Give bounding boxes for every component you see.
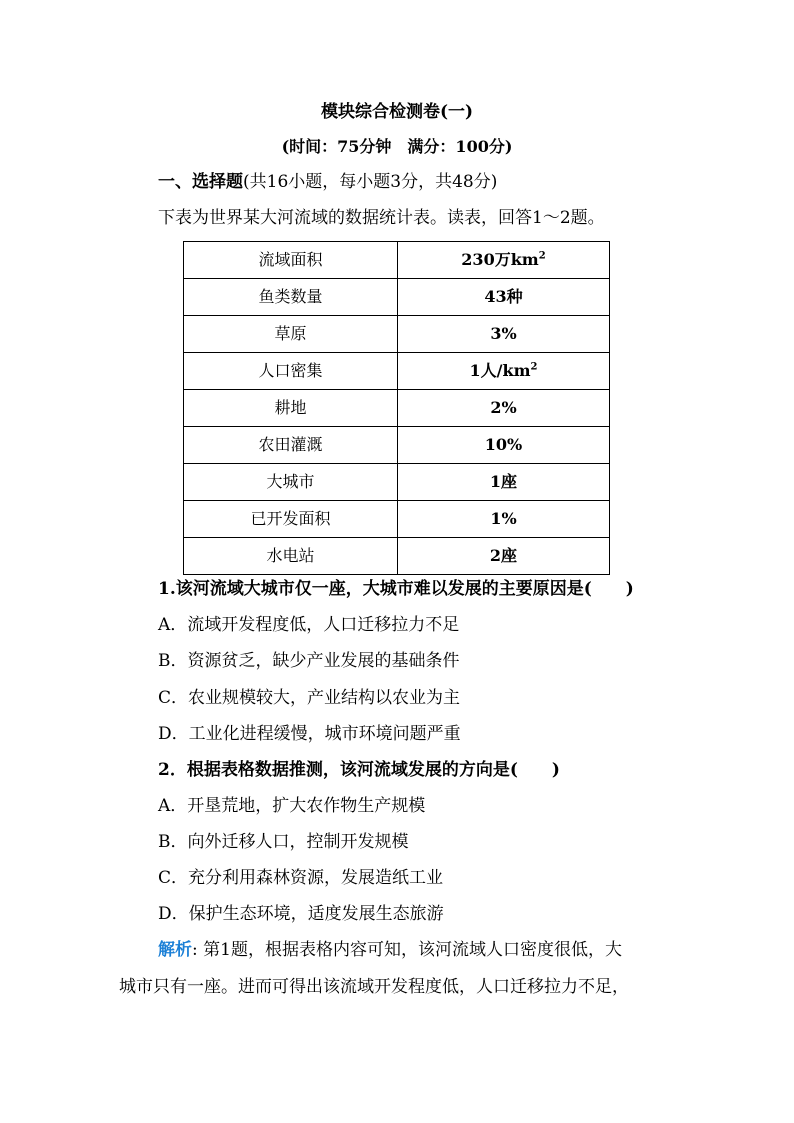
row-label: 农田灌溉 — [184, 427, 398, 464]
section-title: 一、选择题 — [158, 172, 243, 192]
section-heading — [158, 170, 497, 194]
question-1-option-c: C．农业规模较大，产业结构以农业为主 — [158, 688, 461, 708]
table-row — [184, 390, 610, 427]
table-row — [184, 501, 610, 538]
row-value: 2% — [398, 390, 610, 427]
question-2-option-d: D．保护生态环境，适度发展生态旅游 — [158, 904, 444, 924]
row-value: 1座 — [398, 464, 610, 501]
row-label: 已开发面积 — [184, 501, 398, 538]
row-value: 2座 — [398, 538, 610, 575]
table-row — [184, 279, 610, 316]
question-1-option-b: B．资源贫乏，缺少产业发展的基础条件 — [158, 651, 460, 671]
row-value: 230万$km^2$ — [398, 242, 610, 279]
row-label: 耕地 — [184, 390, 398, 427]
question-2-option-a: A．开垦荒地，扩大农作物生产规模 — [158, 796, 426, 816]
table-row — [184, 538, 610, 575]
row-label: 人口密集 — [184, 353, 398, 390]
question-1-stem: 1.该河流域大城市仅一座，大城市难以发展的主要原因是( ) — [158, 579, 634, 599]
question-1-option-a: A．流域开发程度低，人口迁移拉力不足 — [158, 615, 460, 635]
row-value: 10% — [398, 427, 610, 464]
row-value: 1人$/km^2$ — [398, 353, 610, 390]
row-value: 3% — [398, 316, 610, 353]
intro-text: 下表为世界某大河流域的数据统计表。读表，回答1～2题。 — [158, 208, 605, 228]
analysis-text-1: : 第1题，根据表格内容可知，该河流域人口密度很低，大 — [192, 940, 622, 960]
table-row — [184, 464, 610, 501]
exam-info: (时间：75分钟 满分：100分) — [281, 137, 513, 156]
question-2-option-c: C．充分利用森林资源，发展造纸工业 — [158, 868, 444, 888]
row-label: 水电站 — [184, 538, 398, 575]
analysis-line-1 — [158, 938, 622, 962]
question-1-option-d: D．工业化进程缓慢，城市环境问题严重 — [158, 724, 461, 744]
question-2-stem: 2．根据表格数据推测，该河流域发展的方向是( ) — [158, 760, 560, 780]
row-label: 大城市 — [184, 464, 398, 501]
question-2-option-b: B．向外迁移人口，控制开发规模 — [158, 832, 409, 852]
row-value: 1% — [398, 501, 610, 538]
row-label: 草原 — [184, 316, 398, 353]
section-note: (共16小题，每小题3分，共48分) — [243, 172, 498, 192]
page-title: 模块综合检测卷(一) — [320, 102, 474, 122]
table-row — [184, 427, 610, 464]
row-label: 鱼类数量 — [184, 279, 398, 316]
table-row — [184, 316, 610, 353]
row-label: 流域面积 — [184, 242, 398, 279]
analysis-label: 解析 — [158, 940, 192, 960]
analysis-line-2: 城市只有一座。进而可得出该流域开发程度低，人口迁移拉力不足， — [119, 977, 629, 997]
data-table — [183, 241, 610, 575]
row-value: 43种 — [398, 279, 610, 316]
table-row — [184, 353, 610, 390]
table-row — [184, 242, 610, 279]
